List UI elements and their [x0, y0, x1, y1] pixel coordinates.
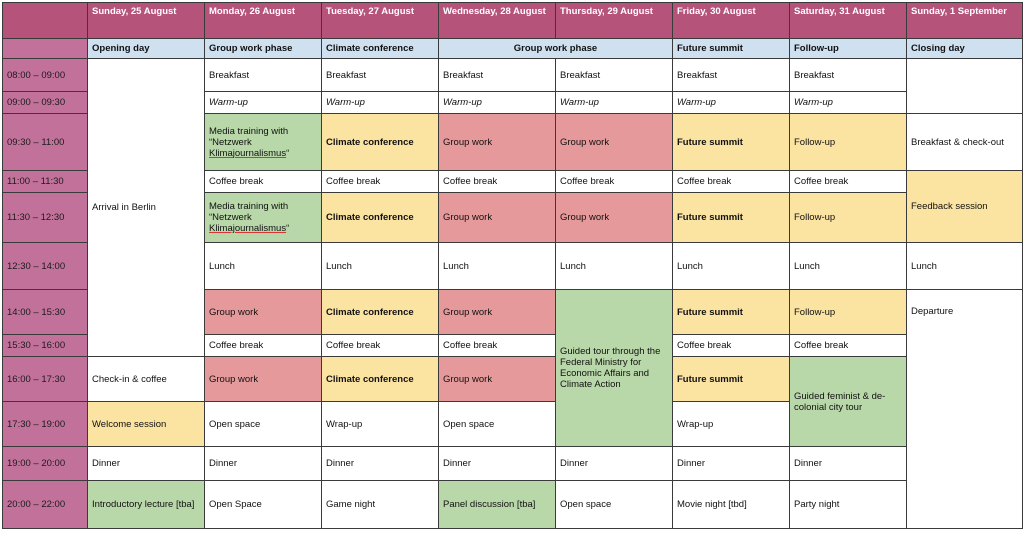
- media-training-org: Klimajournalismus: [209, 147, 287, 159]
- arrival-cell: Arrival in Berlin: [88, 59, 205, 357]
- lunch-cell: Lunch: [907, 243, 1023, 290]
- group-work-cell: Group work: [205, 357, 322, 402]
- warmup-cell: Warm-up: [322, 92, 439, 114]
- breakfast-cell: Breakfast: [205, 59, 322, 92]
- phase-group-work: Group work phase: [439, 39, 673, 59]
- climate-conference-cell: Climate conference: [322, 357, 439, 402]
- ministry-tour-cell: Guided tour through the Federal Ministry for Economic Affairs and Climate Action: [556, 290, 673, 447]
- group-work-cell: Group work: [556, 193, 673, 243]
- lunch-cell: Lunch: [790, 243, 907, 290]
- coffee-break-cell: Coffee break: [205, 335, 322, 357]
- time-slot: 16:00 – 17:30: [3, 357, 88, 402]
- media-training-org: Klimajournalismus: [209, 223, 287, 234]
- media-training-quote: “: [286, 223, 290, 234]
- dinner-cell: Dinner: [673, 447, 790, 481]
- phase-future-summit: Future summit: [673, 39, 790, 59]
- warmup-cell: Warm-up: [790, 92, 907, 114]
- lunch-cell: Lunch: [205, 243, 322, 290]
- coffee-break-cell: Coffee break: [322, 171, 439, 193]
- panel-discussion-cell: Panel discussion [tba]: [439, 481, 556, 529]
- wrap-up-cell: Wrap-up: [322, 402, 439, 447]
- welcome-session-cell: Welcome session: [88, 402, 205, 447]
- wrap-up-cell: Wrap-up: [673, 402, 790, 447]
- time-slot: 11:30 – 12:30: [3, 193, 88, 243]
- evening-cell: Open Space: [205, 481, 322, 529]
- breakfast-cell: Breakfast: [556, 59, 673, 92]
- coffee-break-cell: Coffee break: [673, 171, 790, 193]
- departure-cell: Departure: [907, 290, 1023, 529]
- warmup-cell: Warm-up: [673, 92, 790, 114]
- time-slot: 20:00 – 22:00: [3, 481, 88, 529]
- phase-closing: Closing day: [907, 39, 1023, 59]
- empty-cell: [907, 59, 1023, 114]
- phase-opening: Opening day: [88, 39, 205, 59]
- media-training-cell: [205, 193, 322, 243]
- warmup-cell: Warm-up: [556, 92, 673, 114]
- breakfast-cell: Breakfast: [439, 59, 556, 92]
- warmup-cell: Warm-up: [439, 92, 556, 114]
- follow-up-cell: Follow-up: [790, 193, 907, 243]
- day-header: Wednesday, 28 August: [439, 3, 556, 39]
- corner-cell: [3, 3, 88, 39]
- group-work-cell: Group work: [439, 357, 556, 402]
- dinner-cell: Dinner: [88, 447, 205, 481]
- schedule-table: [2, 2, 1023, 529]
- dinner-cell: Dinner: [556, 447, 673, 481]
- day-header: Sunday, 25 August: [88, 3, 205, 39]
- time-slot: 19:00 – 20:00: [3, 447, 88, 481]
- lunch-cell: Lunch: [322, 243, 439, 290]
- group-work-cell: Group work: [439, 290, 556, 335]
- group-work-cell: Group work: [439, 193, 556, 243]
- open-space-cell: Open space: [439, 402, 556, 447]
- future-summit-cell: Future summit: [673, 193, 790, 243]
- dinner-cell: Dinner: [790, 447, 907, 481]
- dinner-cell: Dinner: [439, 447, 556, 481]
- breakfast-cell: Breakfast: [790, 59, 907, 92]
- open-space-cell: Open space: [205, 402, 322, 447]
- climate-conference-cell: Climate conference: [322, 193, 439, 243]
- breakfast-cell: Breakfast: [322, 59, 439, 92]
- warmup-cell: Warm-up: [205, 92, 322, 114]
- feedback-session-cell: Feedback session: [907, 171, 1023, 243]
- coffee-break-cell: Coffee break: [439, 171, 556, 193]
- day-header: Friday, 30 August: [673, 3, 790, 39]
- lunch-cell: Lunch: [556, 243, 673, 290]
- city-tour-cell: Guided feminist & de-colonial city tour: [790, 357, 907, 447]
- evening-cell: Game night: [322, 481, 439, 529]
- coffee-break-cell: Coffee break: [439, 335, 556, 357]
- coffee-break-cell: Coffee break: [556, 171, 673, 193]
- follow-up-cell: Follow-up: [790, 290, 907, 335]
- media-training-quote: “: [286, 147, 290, 159]
- group-work-cell: Group work: [439, 114, 556, 171]
- evening-cell: Open space: [556, 481, 673, 529]
- coffee-break-cell: Coffee break: [322, 335, 439, 357]
- day-header: Thursday, 29 August: [556, 3, 673, 39]
- media-training-text: Media training with “Netzwerk: [209, 125, 289, 148]
- phase-row-label: [3, 39, 88, 59]
- day-header: Sunday, 1 September: [907, 3, 1023, 39]
- day-header: Monday, 26 August: [205, 3, 322, 39]
- phase-follow-up: Follow-up: [790, 39, 907, 59]
- intro-lecture-cell: Introductory lecture [tba]: [88, 481, 205, 529]
- phase-group-work: Group work phase: [205, 39, 322, 59]
- time-slot: 09:00 – 09:30: [3, 92, 88, 114]
- coffee-break-cell: Coffee break: [205, 171, 322, 193]
- breakfast-cell: Breakfast: [673, 59, 790, 92]
- climate-conference-cell: Climate conference: [322, 114, 439, 171]
- coffee-break-cell: Coffee break: [790, 335, 907, 357]
- phase-climate-conference: Climate conference: [322, 39, 439, 59]
- time-slot: 14:00 – 15:30: [3, 290, 88, 335]
- group-work-cell: Group work: [205, 290, 322, 335]
- time-slot: 12:30 – 14:00: [3, 243, 88, 290]
- dinner-cell: Dinner: [205, 447, 322, 481]
- group-work-cell: Group work: [556, 114, 673, 171]
- day-header: Tuesday, 27 August: [322, 3, 439, 39]
- coffee-break-cell: Coffee break: [673, 335, 790, 357]
- future-summit-cell: Future summit: [673, 114, 790, 171]
- time-slot: 17:30 – 19:00: [3, 402, 88, 447]
- future-summit-cell: Future summit: [673, 290, 790, 335]
- follow-up-cell: Follow-up: [790, 114, 907, 171]
- media-training-text: Media training with “Netzwerk: [209, 201, 289, 223]
- media-training-cell: [205, 114, 322, 171]
- time-slot: 15:30 – 16:00: [3, 335, 88, 357]
- lunch-cell: Lunch: [439, 243, 556, 290]
- climate-conference-cell: Climate conference: [322, 290, 439, 335]
- lunch-cell: Lunch: [673, 243, 790, 290]
- time-slot: 09:30 – 11:00: [3, 114, 88, 171]
- breakfast-checkout-cell: Breakfast & check-out: [907, 114, 1023, 171]
- dinner-cell: Dinner: [322, 447, 439, 481]
- checkin-coffee-cell: Check-in & coffee: [88, 357, 205, 402]
- evening-cell: Movie night [tbd]: [673, 481, 790, 529]
- future-summit-cell: Future summit: [673, 357, 790, 402]
- coffee-break-cell: Coffee break: [790, 171, 907, 193]
- time-slot: 08:00 – 09:00: [3, 59, 88, 92]
- evening-cell: Party night: [790, 481, 907, 529]
- time-slot: 11:00 – 11:30: [3, 171, 88, 193]
- day-header: Saturday, 31 August: [790, 3, 907, 39]
